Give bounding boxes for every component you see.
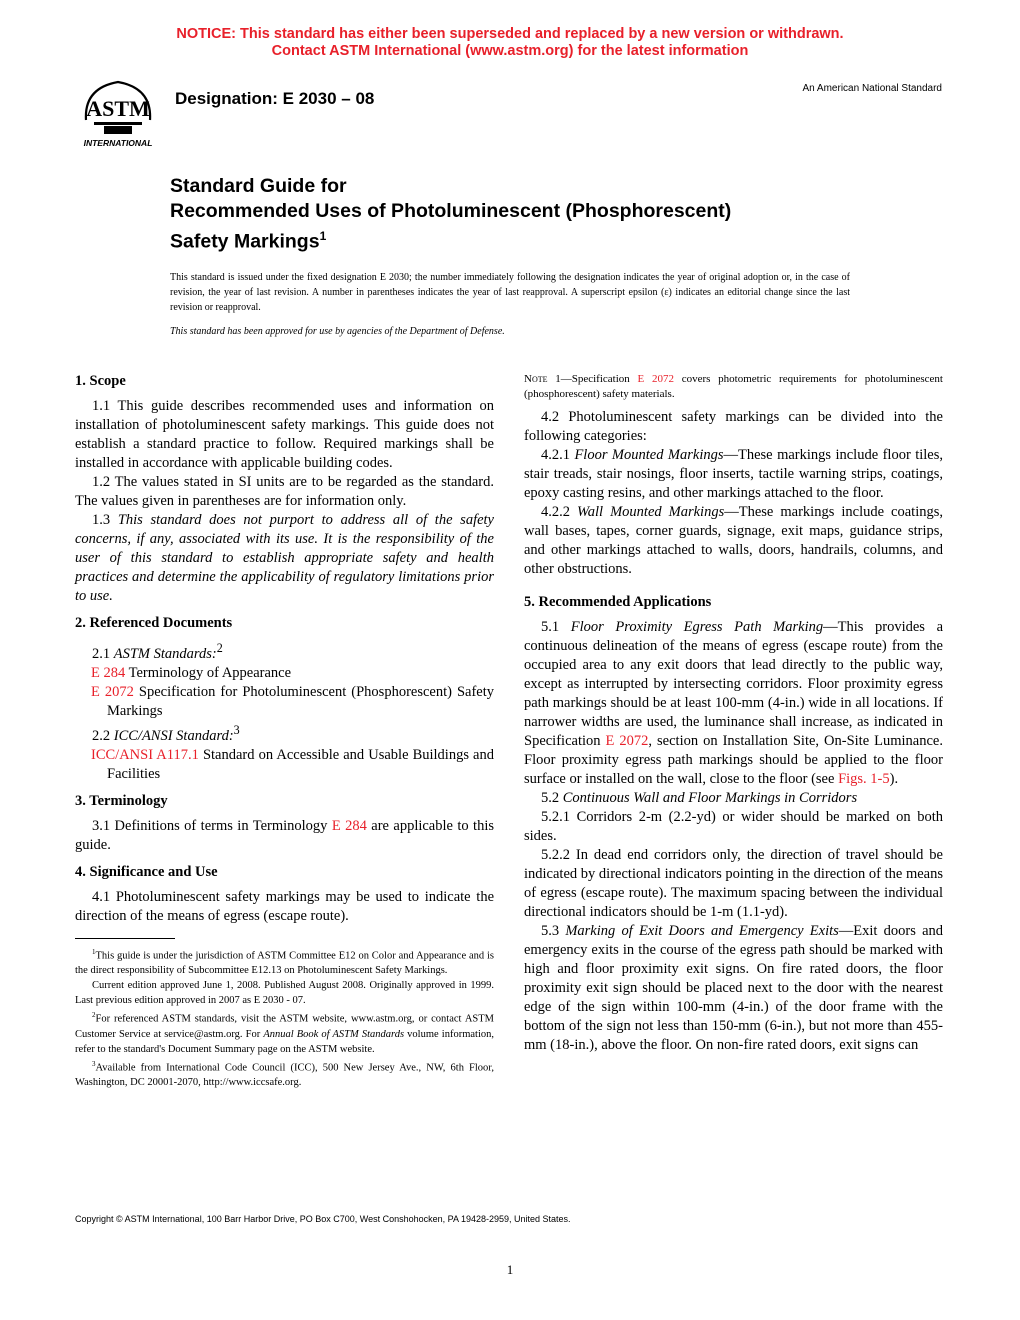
footnote-divider	[75, 938, 175, 939]
national-standard-label: An American National Standard	[802, 83, 942, 94]
para-5-2: 5.2 Continuous Wall and Floor Markings in Corridors	[541, 790, 858, 806]
title-line-3: Safety Markings	[170, 230, 320, 253]
reference-icc-ansi-a117-1: ICC/ANSI A117.1 Standard on Accessible and Usable Buildings and Facilities	[91, 746, 494, 782]
para-4-1: 4.1 Photoluminescent safety markings may be used to indicate the direction of the means of egress (escape route).	[75, 888, 494, 924]
logo-sub: INTERNATIONAL	[83, 138, 153, 148]
link-icc-ansi-a117-1[interactable]: ICC/ANSI A117.1	[91, 746, 199, 763]
section-heading-terminology: 3. Terminology	[75, 792, 168, 809]
para-5-1: 5.1 Floor Proximity Egress Path Marking—This provides a continuous delineation of the means of egress (escape route) from the occupied area to any exit doors that lead directly to the public way, except as interrupted by intersecting corridors. Floor proximity egress path markings should be at least 100-mm (4-in.) wide in all locations. If narrower widths are used, the luminance shall increase, as indicated in Specification E 2072, section on Installation Site, On-Site Luminance. Floor proximity egress path markings should be applied to the floor surface or installed on the wall, close to the floor (see Figs. 1-5).	[524, 619, 943, 787]
section-heading-referenced-documents: 2. Referenced Documents	[75, 615, 233, 631]
link-e284[interactable]: E 284	[91, 664, 126, 681]
para-2-1: 2.1 ASTM Standards:$^2$	[92, 641, 223, 662]
section-heading-significance: 4. Significance and Use	[75, 863, 218, 880]
title-line-1: Standard Guide for	[170, 175, 347, 197]
link-figs-1-5[interactable]: Figs. 1-5	[838, 771, 890, 787]
astm-logo	[76, 76, 160, 150]
footnote-3: $^3$Available from International Code Council (ICC), 500 New Jersey Ave., NW, 6th Floor, Washington, DC 20001-2070, http://www.iccsafe.org.	[75, 1059, 494, 1089]
copyright-footer: Copyright © ASTM International, 100 Barr Harbor Drive, PO Box C700, West Conshohocken, PA 19428-2959, United States.	[75, 1214, 571, 1224]
reference-e284: E 284 Terminology of Appearance	[91, 664, 292, 681]
para-4-2: 4.2 Photoluminescent safety markings can be divided into the following categories:	[524, 409, 943, 444]
notice-line-1: NOTICE: This standard has either been superseded and replaced by a new version or withdrawn.	[176, 26, 844, 42]
issuance-statement: This standard is issued under the fixed designation E 2030; the number immediately following the designation indicates the year of original adoption or, in the case of revision, the year of last revision. A number in parentheses indicates the year of last reapproval. A superscript epsilon (ε) indicates an editorial change since the last revision or reapproval.	[170, 272, 850, 313]
page-number: 1	[506, 1262, 514, 1277]
link-e284-terminology[interactable]: E 284	[331, 817, 367, 834]
title-line-2: Recommended Uses of Photoluminescent (Phosphorescent)	[170, 200, 732, 222]
para-4-2-2: 4.2.2 Wall Mounted Markings—These markings include coatings, wall bases, tapes, corner guards, signage, exit maps, guidance strips, and other markings attached to walls, doors, handrails, columns, and other obstructions.	[524, 504, 943, 577]
footnote-2: $^2$For referenced ASTM standards, visit the ASTM website, www.astm.org, or contact ASTM Customer Service at service@astm.org. For Annual Book of ASTM Standards volume information, refer to the standard's Document Summary page on the ASTM website.	[75, 1011, 494, 1055]
designation: Designation: E 2030 – 08	[175, 89, 375, 108]
footnote-1-edition: Current edition approved June 1, 2008. Published August 2008. Originally approved in 1999. Last previous edition approved in 2007 as E 2030 - 07.	[75, 980, 494, 1007]
link-e2072[interactable]: E 2072	[91, 683, 134, 700]
para-1-3: 1.3 This standard does not purport to address all of the safety concerns, if any, associated with its use. It is the responsibility of the user of this standard to establish appropriate safety and health practices and determine the applicability of regulatory limitations prior to use.	[75, 512, 494, 604]
withdrawal-notice	[0, 26, 1020, 60]
left-column	[75, 372, 494, 1090]
document-title	[170, 174, 731, 255]
logo-letters: ASTM	[86, 96, 150, 121]
para-2-2: 2.2 ICC/ANSI Standard:$^3$	[92, 722, 240, 744]
para-1-1: 1.1 This guide describes recommended uses and information on installation of photoluminescent safety markings. This guide does not establish a standard practice to follow. Required markings shall be installed in accordance with applicable building codes.	[75, 398, 494, 471]
right-column	[524, 372, 943, 1055]
section-heading-recommended-applications: 5. Recommended Applications	[524, 594, 712, 610]
para-4-2-1: 4.2.1 Floor Mounted Markings—These markings include floor tiles, stair treads, stair nosings, floor inserts, tactile warning strips, coatings, epoxy casting resins, and other markings attached to the floor.	[524, 447, 944, 501]
link-e2072-specification[interactable]: E 2072	[605, 733, 649, 749]
link-e2072-note[interactable]: E 2072	[637, 373, 674, 385]
section-heading-scope: 1. Scope	[75, 373, 126, 389]
dod-approval-statement: This standard has been approved for use by agencies of the Department of Defense.	[170, 326, 505, 337]
reference-e2072: E 2072 Specification for Photoluminescent (Phosphorescent) Safety Markings	[91, 683, 495, 719]
notice-line-2: Contact ASTM International (www.astm.org) for the latest information	[271, 43, 749, 59]
para-5-3: 5.3 Marking of Exit Doors and Emergency Exits—Exit doors and emergency exits in the course of the egress path should be marked with high and floor proximity exit signs. On fire rated doors, the floor proximity exit sign should be placed next to the door with the nearest edge of the sign within 100-mm (4-in.) of the door frame with the bottom of the sign not less than 150-mm (6-in.), but not more than 455-mm (18-in.), above the floor. On non-fire rated doors, exit signs can	[524, 923, 944, 1053]
para-5-2-1: 5.2.1 Corridors 2-m (2.2-yd) or wider should be marked on both sides.	[524, 809, 943, 844]
para-3-1: 3.1 Definitions of terms in Terminology E 284 are applicable to this guide.	[75, 817, 495, 853]
para-5-2-2: 5.2.2 In dead end corridors only, the direction of travel should be indicated by directional indicators pointing in the direction of the means of egress (escape route). The maximum spacing between the individual directional indicators should be 1-m (1.1-yd).	[524, 847, 943, 920]
title-footnote-mark: 1	[319, 229, 327, 243]
note-1: Note 1—Specification E 2072 covers photometric requirements for photoluminescent (phosphorescent) safety materials.	[524, 373, 943, 400]
footnote-1: $^1$This guide is under the jurisdiction of ASTM Committee E12 on Color and Appearance and is the direct responsibility of Subcommittee E12.13 on Photoluminescent Safety Markings.	[75, 947, 494, 977]
para-1-2: 1.2 The values stated in SI units are to be regarded as the standard. The values given in parentheses are for information only.	[75, 474, 494, 509]
